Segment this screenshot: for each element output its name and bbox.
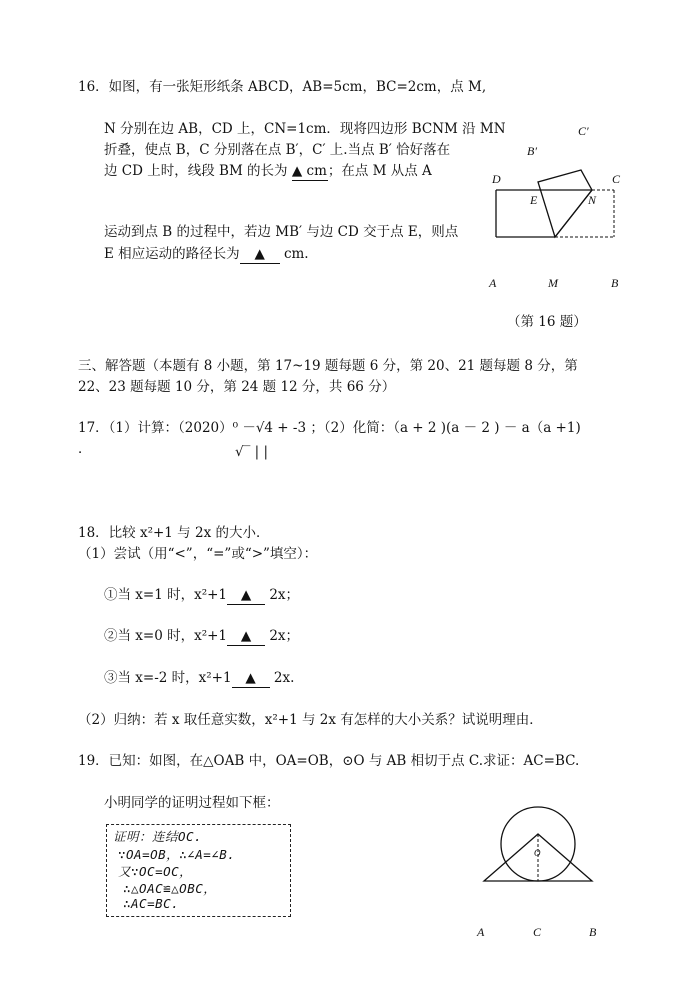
q16-line2: N 分别在边 AB，CD 上，CN=1cm．现将四边形 BCNM 沿 MN [104,121,506,137]
q16-line6-text: E 相应运动的路径长为 [104,246,240,262]
q18-blank-1[interactable]: ▲ [227,586,265,605]
q16-answer-blank-1[interactable]: ▲ cm [291,163,327,179]
q16-line4 [104,162,432,181]
q16-line6 [104,245,309,264]
q16-line4-text: 边 CD 上时，线段 BM 的长为 [104,163,288,179]
q17-line1: 17．（1）计算：（2020）⁰ －√4 + -3 ；（2）化简：（a + 2 )(a － 2 ) － a（a +1) [78,420,581,436]
q18-item1 [104,586,299,605]
q18-line3: （2）归纳：若 x 取任意实数，x²+1 与 2x 有怎样的大小关系？试说明理由． [78,712,543,728]
label-O: O [534,848,541,858]
proof-line-3: 又∵OC=OC， [118,864,193,879]
q19-line2: 小明同学的证明过程如下框： [104,795,280,811]
q18-line1: 18．比较 x²+1 与 2x 的大小． [78,525,270,541]
proof-line-1: 证明：连结OC. [113,829,203,844]
q19-line1: 19．已知：如图，在△OAB 中，OA=OB，⊙O 与 AB 相切于点 C.求证：AC=BC. [78,753,580,769]
label-D: D [492,172,501,186]
label-B-prime: B′ [527,144,537,158]
q16-answer-blank-2[interactable]: ▲ [240,245,280,264]
q18-item1-tail: 2x； [269,587,300,603]
q18-line2: （1）尝试（用“<”，“=”或“>”填空）： [78,546,318,562]
folded-flap [538,170,592,237]
section3-line1: 三、解答题（本题有 8 小题，第 17~19 题每题 6 分，第 20、21 题每题 8 分，第 [78,358,578,374]
q18-item3-text: ③当 x=-2 时，x²+1 [104,670,232,686]
proof-line-4: ∴△OAC≌△OBC， [123,881,217,896]
q18-item3-tail: 2x. [273,670,295,686]
q16-line3: 折叠，使点 B，C 分别落在点 B′，C′ 上.当点 B′ 恰好落在 [104,142,451,158]
label-E: E [530,193,538,207]
q16-line6-tail: cm. [279,246,309,262]
q18-item2-tail: 2x； [269,628,300,644]
label-C: C [612,172,621,186]
proof-line-5: ∴AC=BC. [123,896,180,911]
label-B-19: B [589,925,597,939]
q18-item2 [104,627,299,646]
q18-item1-text: ①当 x=1 时，x²+1 [104,587,228,603]
q16-line1: 16．如图，有一张矩形纸条 ABCD，AB=5cm，BC=2cm，点 M, [78,79,487,95]
label-M: M [548,276,558,290]
section3-line2: 22、23 题每题 10 分，第 24 题 12 分，共 66 分） [78,379,396,395]
label-B: B [611,276,619,290]
label-C-prime: C′ [578,124,589,138]
label-N: N [588,193,597,207]
q16-line4-tail: ；在点 M 从点 A [327,163,432,179]
q17-dot: ． [78,441,92,457]
proof-line-2: ∵OA=OB，∴∠A=∠B. [118,847,236,862]
label-A: A [489,276,497,290]
q16-line5: 运动到点 B 的过程中，若边 MB′ 与边 CD 交于点 E，则点 [104,224,459,240]
q18-blank-2[interactable]: ▲ [227,627,265,646]
q18-blank-3[interactable]: ▲ [232,669,270,688]
q16-caption: （第 16 题） [507,314,587,330]
q18-item2-text: ②当 x=0 时，x²+1 [104,628,228,644]
label-C-19: C [533,925,542,939]
q18-item3 [104,669,294,688]
label-A-19: A [477,925,485,939]
q17-residue: √‾ | | [235,444,269,460]
